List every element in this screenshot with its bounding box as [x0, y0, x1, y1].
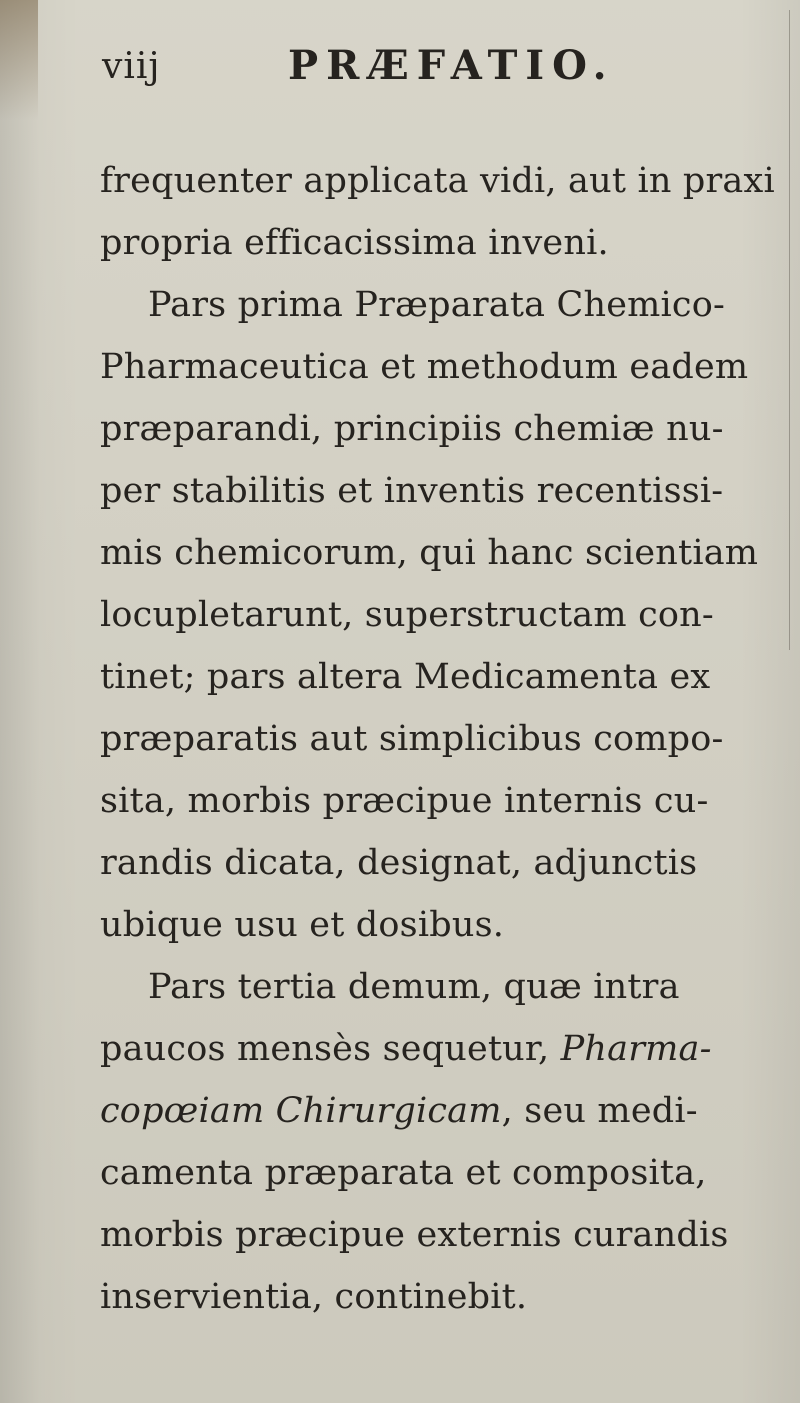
text-line: camenta præparata et composita, — [100, 1153, 707, 1193]
text-line: sita, morbis præcipue internis cu- — [100, 781, 709, 821]
italic-text-segment: Pharma- — [560, 1029, 712, 1069]
text-line: propria efficacissima inveni. — [100, 223, 609, 263]
text-line: morbis præcipue externis curandis — [100, 1215, 729, 1255]
text-line: frequenter applicata vidi, aut in praxi — [100, 161, 775, 201]
body-text — [100, 150, 790, 1328]
page-edge-stain — [0, 0, 38, 120]
text-line: præparatis aut simplicibus compo- — [100, 719, 724, 759]
text-line — [100, 1018, 790, 1080]
running-title: PRÆFATIO. — [288, 42, 615, 89]
text-line: mis chemicorum, qui hanc scientiam — [100, 533, 759, 573]
text-line: tinet; pars altera Medicamenta ex — [100, 657, 711, 697]
page-header — [100, 40, 760, 100]
text-line: inservientia, continebit. — [100, 1277, 528, 1317]
text-line: Pharmaceutica et methodum eadem — [100, 347, 749, 387]
text-segment: paucos mensès sequetur, — [100, 1029, 561, 1069]
text-line: præparandi, principiis chemiæ nu- — [100, 409, 724, 449]
page-number: viij — [102, 46, 161, 87]
text-segment: , seu medi- — [501, 1091, 698, 1131]
text-line: randis dicata, designat, adjunctis — [100, 843, 698, 883]
text-line: ubique usu et dosibus. — [100, 905, 505, 945]
paragraph-start-line: Pars prima Præparata Chemico- — [148, 285, 725, 325]
italic-text-segment: copœiam Chirurgicam — [100, 1091, 502, 1131]
paragraph-start-line: Pars tertia demum, quæ intra — [148, 967, 680, 1007]
text-line: locupletarunt, superstructam con- — [100, 595, 714, 635]
text-line: per stabilitis et inventis recentissi- — [100, 471, 724, 511]
text-line — [100, 1080, 790, 1142]
